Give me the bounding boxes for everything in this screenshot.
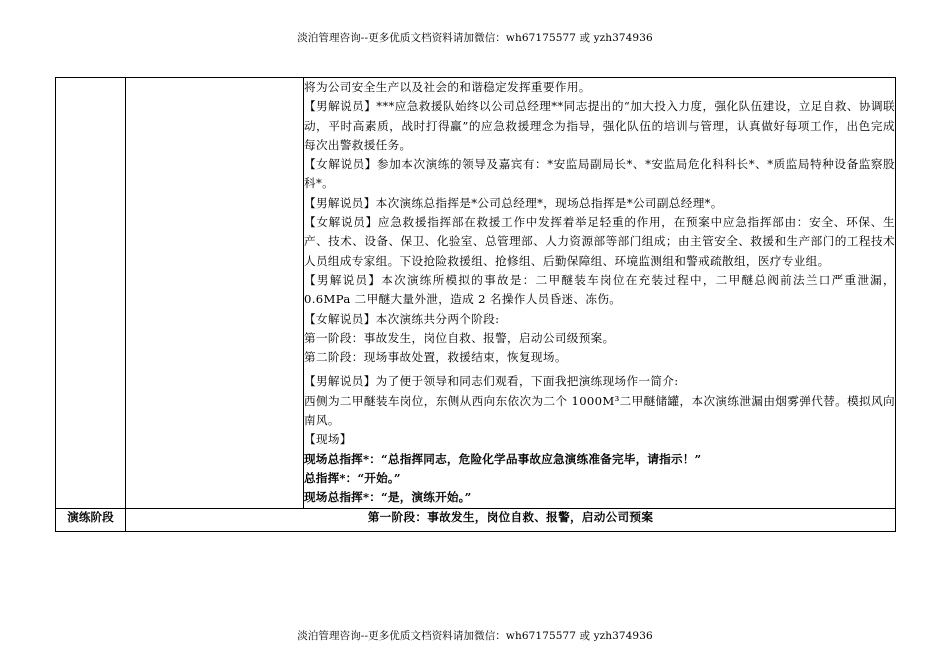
paragraph-female-narrator-stages: 【女解说员】本次演练共分两个阶段: — [304, 311, 500, 326]
empty-cell-1 — [56, 78, 126, 509]
paragraph-female-narrator-hq: 【女解说员】应急救援指挥部在救援工作中发挥着举足轻重的作用，在预案中应急指挥部由：安全、环保、生产、技术、设备、保卫、化验室、总管理部、人力资源部等部门组成；由主管安全、救援和生产部门的工程技术人员组成专家组。下设抢险救援组、抢修组、后勤保障组、环境监测组和警戒疏散组，医疗专业组。 — [304, 215, 895, 268]
script-content-cell — [304, 78, 896, 509]
paragraph-female-narrator-guests: 【女解说员】参加本次演练的领导及嘉宾有：*安监局副局长*、*安监局危化科科长*、*质监局特种设备监察股科*。 — [304, 157, 895, 191]
script-row — [56, 78, 896, 509]
stage-title: 第一阶段：事故发生，岗位自救、报警，启动公司预案 — [126, 508, 896, 531]
stage-label: 演练阶段 — [56, 508, 126, 531]
paragraph-stage-two: 第二阶段：现场事故处置，救援结束，恢复现场。 — [304, 350, 567, 365]
paragraph-site-layout: 西侧为二甲醚装车岗位，东侧从西向东依次为二个 1000M³二甲醚储罐，本次演练泄漏由烟雾弹代替。模拟风向南风。 — [304, 393, 895, 428]
page-footer: 淡泊管理咨询--更多优质文档资料请加微信：wh67175577 或 yzh374936 — [297, 630, 653, 642]
paragraph-site-commander-confirm: 现场总指挥*：“是，演练开始。” — [304, 490, 472, 505]
paragraph-intro-end: 将为公司安全生产以及社会的和谐稳定发挥重要作用。 — [304, 80, 591, 94]
paragraph-commander-start: 总指挥*：“开始。” — [304, 470, 401, 485]
drill-script-table — [55, 77, 896, 532]
paragraph-male-narrator-scenario: 【男解说员】本次演练所模拟的事故是：二甲醚装车岗位在充装过程中，二甲醚总阀前法兰口严重泄漏，0.6MPa 二甲醚大量外泄，造成 2 名操作人员昏迷、冻伤。 — [304, 272, 895, 307]
paragraph-site-commander-report: 现场总指挥*：“总指挥同志，危险化学品事故应急演练准备完毕，请指示！” — [304, 451, 702, 466]
page-header: 淡泊管理咨询--更多优质文档资料请加微信：wh67175577 或 yzh374936 — [297, 32, 653, 44]
paragraph-scene-marker: 【现场】 — [304, 432, 352, 447]
empty-cell-2 — [126, 78, 304, 509]
paragraph-male-narrator-1: 【男解说员】***应急救援队始终以公司总经理**同志提出的“加大投入力度，强化队伍建设，立足自救、协调联动，平时高素质，战时打得赢”的应急救援理念为指导，强化队伍的培训与管理，认真做好每项工作，出色完成每次出警救援任务。 — [304, 99, 895, 152]
stage-row — [56, 508, 896, 531]
paragraph-male-narrator-intro-site: 【男解说员】为了便于领导和同志们观看，下面我把演练现场作一简介: — [304, 374, 679, 389]
paragraph-stage-one: 第一阶段：事故发生，岗位自救、报警，启动公司级预案。 — [304, 330, 615, 345]
paragraph-male-narrator-commanders: 【男解说员】本次演练总指挥是*公司总经理*，现场总指挥是*公司副总经理*。 — [304, 195, 723, 210]
